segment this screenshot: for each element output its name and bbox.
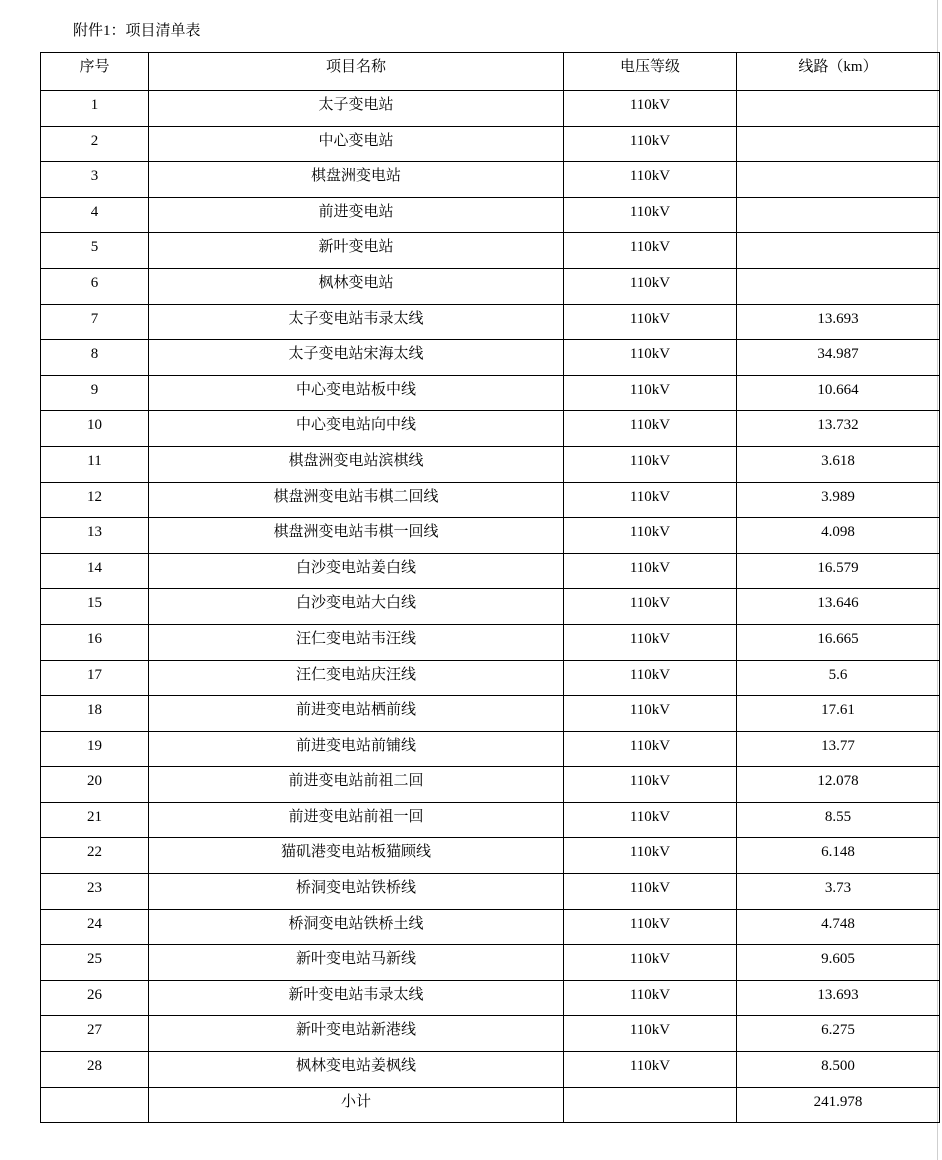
subtotal-cell-line-km: 241.978 — [737, 1087, 940, 1123]
cell-line-km: 4.098 — [737, 518, 940, 554]
table-row — [41, 197, 940, 233]
cell-voltage: 110kV — [564, 838, 737, 874]
cell-line-km: 4.748 — [737, 909, 940, 945]
table-row — [41, 589, 940, 625]
cell-project-name: 前进变电站 — [149, 197, 564, 233]
cell-seq: 6 — [41, 268, 149, 304]
cell-seq: 8 — [41, 340, 149, 376]
cell-voltage: 110kV — [564, 909, 737, 945]
cell-line-km — [737, 268, 940, 304]
cell-line-km: 3.618 — [737, 446, 940, 482]
cell-seq: 13 — [41, 518, 149, 554]
header-voltage-level: 电压等级 — [564, 53, 737, 91]
cell-line-km: 13.732 — [737, 411, 940, 447]
cell-seq: 26 — [41, 980, 149, 1016]
cell-project-name: 汪仁变电站韦汪线 — [149, 624, 564, 660]
cell-line-km — [737, 233, 940, 269]
cell-line-km: 34.987 — [737, 340, 940, 376]
cell-seq: 21 — [41, 802, 149, 838]
subtotal-cell-seq — [41, 1087, 149, 1123]
cell-seq: 19 — [41, 731, 149, 767]
table-row — [41, 1016, 940, 1052]
table-row — [41, 874, 940, 910]
cell-project-name: 前进变电站前铺线 — [149, 731, 564, 767]
cell-voltage: 110kV — [564, 553, 737, 589]
table-row — [41, 268, 940, 304]
table-row — [41, 482, 940, 518]
cell-seq: 3 — [41, 162, 149, 198]
table-row — [41, 91, 940, 127]
cell-project-name: 太子变电站宋海太线 — [149, 340, 564, 376]
cell-seq: 4 — [41, 197, 149, 233]
cell-seq: 20 — [41, 767, 149, 803]
cell-voltage: 110kV — [564, 233, 737, 269]
cell-project-name: 中心变电站板中线 — [149, 375, 564, 411]
cell-voltage: 110kV — [564, 411, 737, 447]
table-row — [41, 660, 940, 696]
cell-line-km: 6.275 — [737, 1016, 940, 1052]
cell-seq: 18 — [41, 696, 149, 732]
cell-project-name: 棋盘洲变电站韦棋一回线 — [149, 518, 564, 554]
project-list-table — [40, 52, 940, 1123]
cell-voltage: 110kV — [564, 945, 737, 981]
cell-voltage: 110kV — [564, 696, 737, 732]
cell-voltage: 110kV — [564, 518, 737, 554]
cell-voltage: 110kV — [564, 731, 737, 767]
table-row — [41, 1052, 940, 1088]
cell-project-name: 中心变电站向中线 — [149, 411, 564, 447]
cell-seq: 7 — [41, 304, 149, 340]
table-row — [41, 980, 940, 1016]
table-row — [41, 375, 940, 411]
cell-project-name: 新叶变电站新港线 — [149, 1016, 564, 1052]
subtotal-cell-voltage — [564, 1087, 737, 1123]
table-row — [41, 553, 940, 589]
cell-seq: 14 — [41, 553, 149, 589]
cell-line-km: 13.77 — [737, 731, 940, 767]
subtotal-cell-project-name: 小计 — [149, 1087, 564, 1123]
cell-project-name: 太子变电站韦录太线 — [149, 304, 564, 340]
cell-seq: 11 — [41, 446, 149, 482]
cell-voltage: 110kV — [564, 268, 737, 304]
cell-project-name: 前进变电站前祖二回 — [149, 767, 564, 803]
header-seq: 序号 — [41, 53, 149, 91]
cell-voltage: 110kV — [564, 91, 737, 127]
cell-voltage: 110kV — [564, 767, 737, 803]
cell-project-name: 中心变电站 — [149, 126, 564, 162]
cell-project-name: 桥洞变电站铁桥线 — [149, 874, 564, 910]
cell-line-km: 13.693 — [737, 980, 940, 1016]
cell-voltage: 110kV — [564, 197, 737, 233]
cell-voltage: 110kV — [564, 375, 737, 411]
cell-voltage: 110kV — [564, 1052, 737, 1088]
cell-line-km: 10.664 — [737, 375, 940, 411]
cell-line-km: 6.148 — [737, 838, 940, 874]
cell-project-name: 汪仁变电站庆汪线 — [149, 660, 564, 696]
cell-project-name: 桥洞变电站铁桥土线 — [149, 909, 564, 945]
cell-project-name: 太子变电站 — [149, 91, 564, 127]
table-row — [41, 767, 940, 803]
cell-seq: 16 — [41, 624, 149, 660]
cell-voltage: 110kV — [564, 340, 737, 376]
cell-voltage: 110kV — [564, 304, 737, 340]
cell-line-km: 16.665 — [737, 624, 940, 660]
attachment-caption: 附件1：项目清单表 — [73, 23, 201, 39]
cell-seq: 5 — [41, 233, 149, 269]
cell-voltage: 110kV — [564, 162, 737, 198]
cell-seq: 9 — [41, 375, 149, 411]
table-row — [41, 233, 940, 269]
table-row — [41, 696, 940, 732]
cell-project-name: 枫林变电站 — [149, 268, 564, 304]
table-row — [41, 838, 940, 874]
cell-line-km: 13.646 — [737, 589, 940, 625]
cell-line-km: 3.73 — [737, 874, 940, 910]
cell-project-name: 白沙变电站大白线 — [149, 589, 564, 625]
cell-seq: 23 — [41, 874, 149, 910]
cell-line-km — [737, 91, 940, 127]
table-row — [41, 340, 940, 376]
cell-voltage: 110kV — [564, 482, 737, 518]
header-line-km: 线路（km） — [737, 53, 940, 91]
cell-voltage: 110kV — [564, 624, 737, 660]
cell-line-km: 13.693 — [737, 304, 940, 340]
cell-project-name: 新叶变电站马新线 — [149, 945, 564, 981]
table-row — [41, 446, 940, 482]
table-row — [41, 802, 940, 838]
cell-seq: 1 — [41, 91, 149, 127]
table-row — [41, 126, 940, 162]
cell-line-km: 17.61 — [737, 696, 940, 732]
cell-project-name: 前进变电站栖前线 — [149, 696, 564, 732]
cell-project-name: 棋盘洲变电站滨棋线 — [149, 446, 564, 482]
cell-line-km — [737, 126, 940, 162]
cell-voltage: 110kV — [564, 660, 737, 696]
cell-line-km: 5.6 — [737, 660, 940, 696]
cell-voltage: 110kV — [564, 446, 737, 482]
cell-line-km: 16.579 — [737, 553, 940, 589]
cell-line-km — [737, 197, 940, 233]
subtotal-row — [41, 1087, 940, 1123]
table-row — [41, 731, 940, 767]
table-row — [41, 411, 940, 447]
cell-line-km — [737, 162, 940, 198]
table-row — [41, 304, 940, 340]
cell-project-name: 新叶变电站韦录太线 — [149, 980, 564, 1016]
cell-seq: 27 — [41, 1016, 149, 1052]
cell-voltage: 110kV — [564, 1016, 737, 1052]
cell-project-name: 猫矶港变电站板猫顾线 — [149, 838, 564, 874]
cell-voltage: 110kV — [564, 874, 737, 910]
cell-project-name: 新叶变电站 — [149, 233, 564, 269]
table-row — [41, 518, 940, 554]
cell-line-km: 8.500 — [737, 1052, 940, 1088]
cell-line-km: 9.605 — [737, 945, 940, 981]
table-row — [41, 945, 940, 981]
cell-voltage: 110kV — [564, 980, 737, 1016]
cell-seq: 25 — [41, 945, 149, 981]
cell-seq: 15 — [41, 589, 149, 625]
cell-seq: 22 — [41, 838, 149, 874]
cell-voltage: 110kV — [564, 126, 737, 162]
cell-project-name: 白沙变电站姜白线 — [149, 553, 564, 589]
table-row — [41, 909, 940, 945]
cell-project-name: 枫林变电站姜枫线 — [149, 1052, 564, 1088]
cell-seq: 28 — [41, 1052, 149, 1088]
cell-project-name: 棋盘洲变电站 — [149, 162, 564, 198]
cell-line-km: 8.55 — [737, 802, 940, 838]
table-row — [41, 624, 940, 660]
cell-seq: 24 — [41, 909, 149, 945]
cell-voltage: 110kV — [564, 802, 737, 838]
cell-line-km: 3.989 — [737, 482, 940, 518]
table-header-row — [41, 53, 940, 91]
cell-voltage: 110kV — [564, 589, 737, 625]
cell-seq: 17 — [41, 660, 149, 696]
header-project-name: 项目名称 — [149, 53, 564, 91]
cell-line-km: 12.078 — [737, 767, 940, 803]
table-row — [41, 162, 940, 198]
cell-project-name: 棋盘洲变电站韦棋二回线 — [149, 482, 564, 518]
cell-seq: 2 — [41, 126, 149, 162]
cell-project-name: 前进变电站前祖一回 — [149, 802, 564, 838]
cell-seq: 10 — [41, 411, 149, 447]
cell-seq: 12 — [41, 482, 149, 518]
